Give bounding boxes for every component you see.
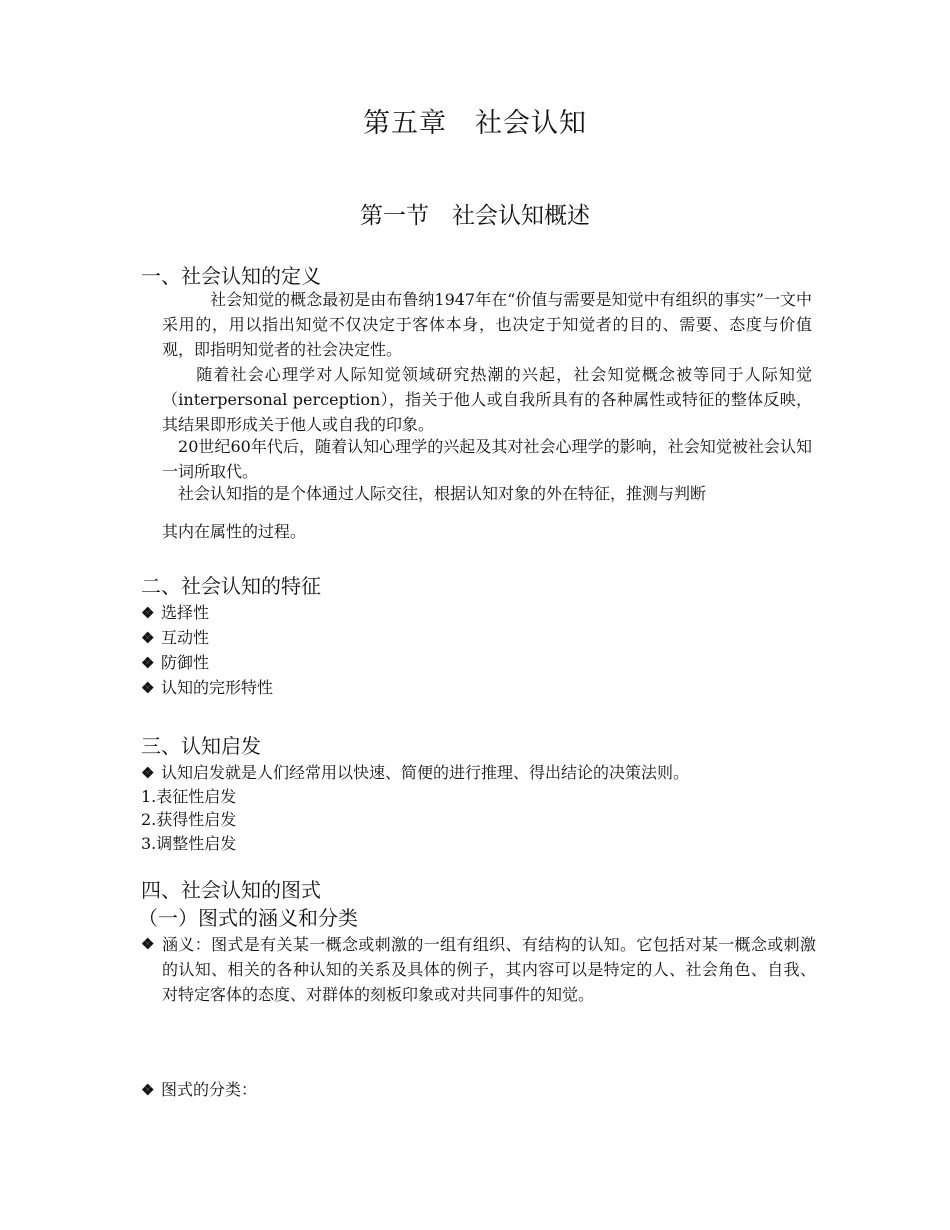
- paragraph-definition-4a: 社会认知指的是个体通过人际交往，根据认知对象的外在特征，推测与判断: [162, 484, 707, 503]
- list-item-text: 认知启发就是人们经常用以快速、简便的进行推理、得出结论的决策法则。: [161, 763, 690, 782]
- heading-definition: 一、社会认知的定义: [141, 264, 321, 288]
- paragraph-definition-1: 社会知觉的概念最初是由布鲁纳1947年在“价值与需要是知觉中有组织的事实”一文中采用的，用以指出知觉不仅决定于客体本身，也决定于知觉者的目的、需要、态度与价值观，即指明知觉者的社会决定性。: [162, 290, 812, 359]
- list-item: [141, 625, 209, 651]
- heading-schema: 四、社会认知的图式: [141, 878, 321, 902]
- list-item-text: 涵义：图式是有关某一概念或刺激的一组有组织、有结构的认知。它包括对某一概念或刺激的认知、相关的各种认知的关系及具体的例子，其内容可以是特定的人、社会角色、自我、对特定客体的态度、对群体的刻板印象或对共同事件的知觉。: [162, 935, 816, 1004]
- numbered-item: 3.调整性启发: [141, 834, 237, 853]
- paragraph-definition-3: 20世纪60年代后，随着认知心理学的兴起及其对社会心理学的影响，社会知觉被社会认知一词所取代。: [162, 437, 812, 481]
- list-item: [141, 650, 209, 676]
- four-diamond-bullet-icon: ❖: [141, 764, 155, 782]
- four-diamond-bullet-icon: ❖: [141, 654, 155, 672]
- list-item: [141, 760, 689, 786]
- list-item-text: 图式的分类：: [161, 1080, 258, 1099]
- four-diamond-bullet-icon: ❖: [141, 629, 155, 647]
- list-item-text: 认知的完形特性: [161, 678, 274, 697]
- paragraph-definition-4b: 其内在属性的过程。: [162, 522, 307, 541]
- four-diamond-bullet-icon: ❖: [141, 935, 155, 953]
- heading-features: 二、社会认知的特征: [141, 574, 321, 598]
- heading-heuristics: 三、认知启发: [141, 734, 261, 758]
- list-item: [141, 600, 209, 626]
- list-item-text: 选择性: [161, 603, 210, 622]
- paragraph-definition-2: 随着社会心理学对人际知觉领域研究热潮的兴起，社会知觉概念被等同于人际知觉（interpersonal perception），指关于他人或自我所具有的各种属性或特征的整体反映，其结果即形成关于他人或自我的印象。: [162, 365, 812, 434]
- four-diamond-bullet-icon: ❖: [141, 604, 155, 622]
- list-item: [141, 932, 816, 1007]
- numbered-item: 1.表征性启发: [141, 787, 237, 806]
- list-item: [141, 1077, 257, 1103]
- section-title: 第一节 社会认知概述: [360, 203, 590, 229]
- list-item: [141, 675, 273, 701]
- subheading-schema-meaning: （一）图式的涵义和分类: [138, 906, 358, 930]
- list-item-text: 互动性: [161, 628, 210, 647]
- four-diamond-bullet-icon: ❖: [141, 1081, 155, 1099]
- list-item-text: 防御性: [161, 653, 210, 672]
- four-diamond-bullet-icon: ❖: [141, 679, 155, 697]
- chapter-title: 第五章 社会认知: [363, 108, 587, 139]
- numbered-item: 2.获得性启发: [141, 810, 237, 829]
